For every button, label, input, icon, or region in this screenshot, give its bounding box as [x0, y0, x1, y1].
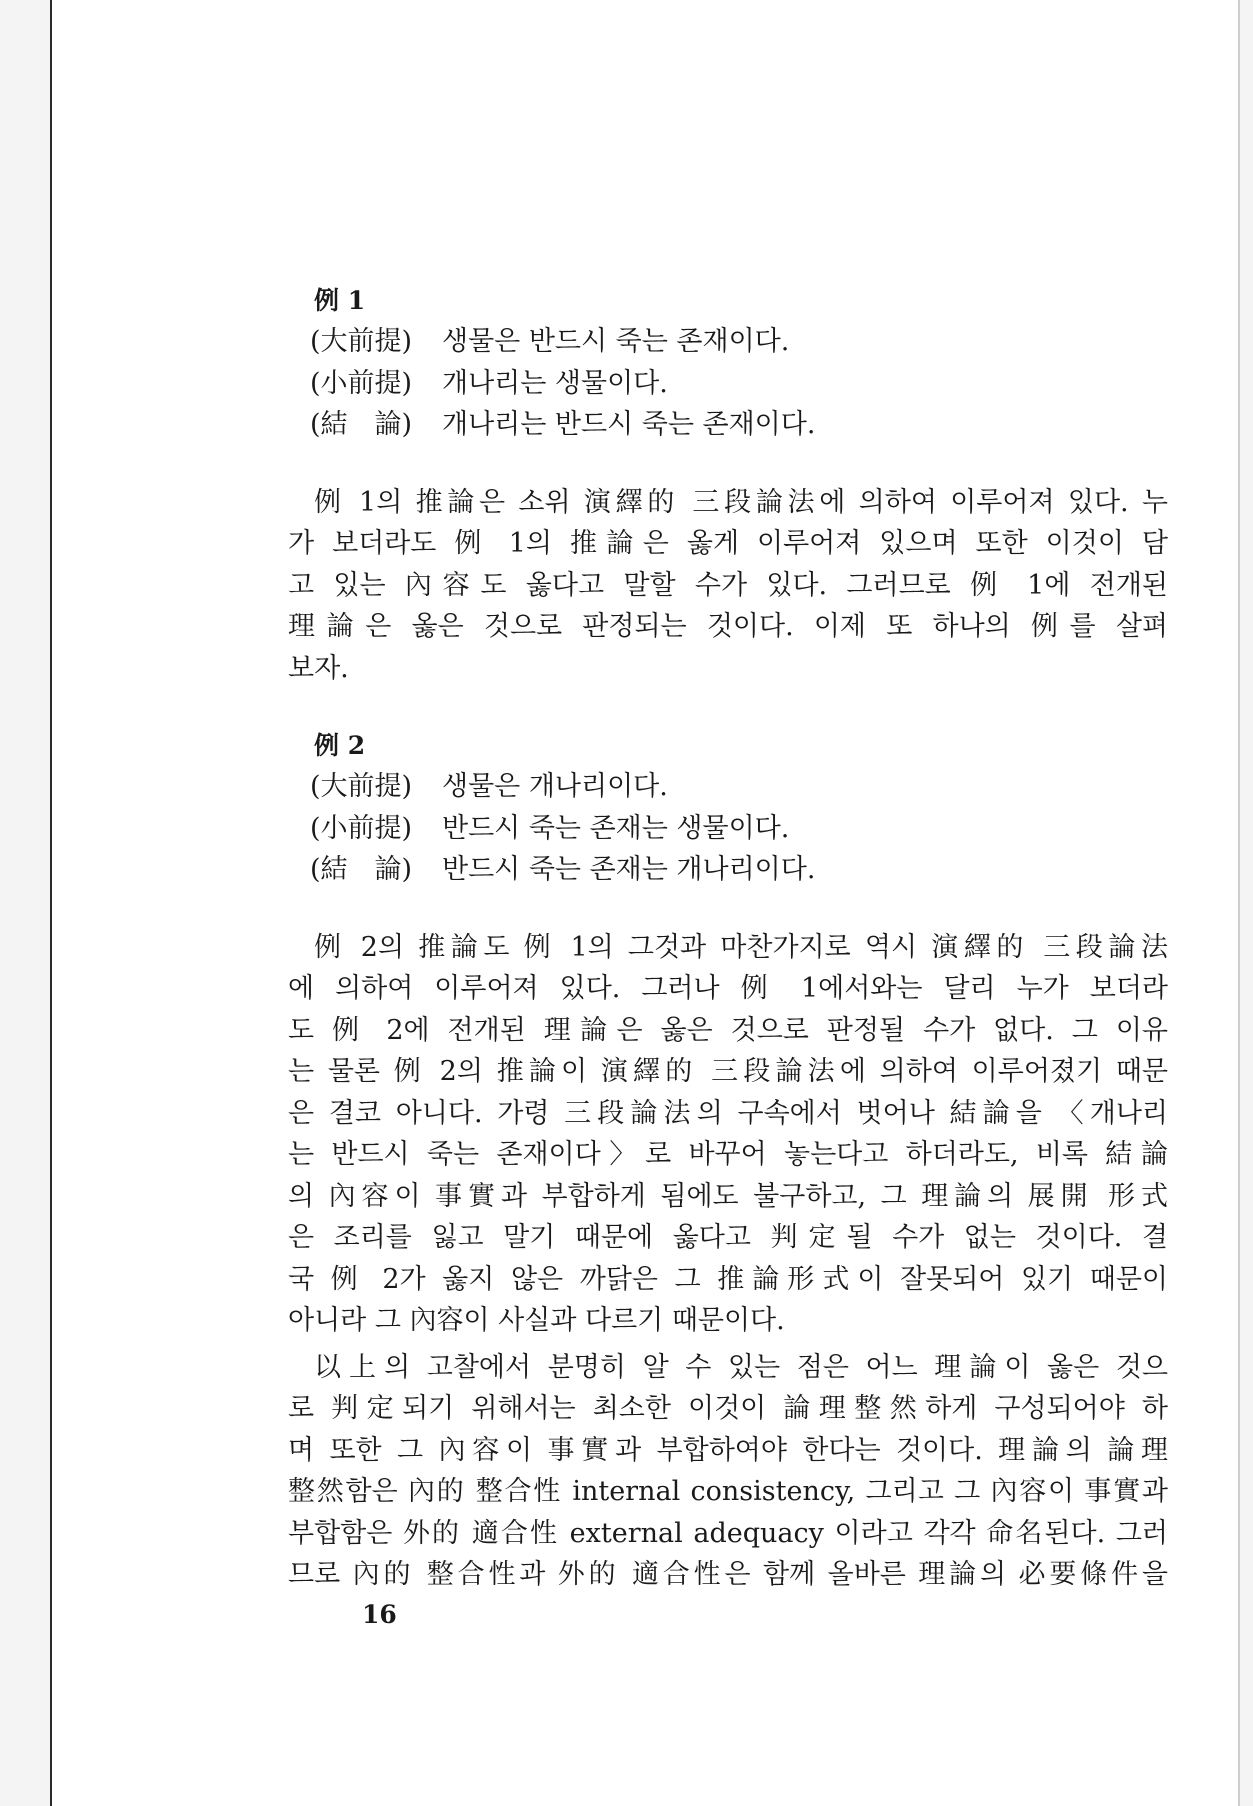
- premise-text: 생물은 반드시 죽는 존재이다.: [442, 326, 790, 357]
- premise-tag: (小前提): [310, 812, 413, 844]
- premise-tag: (小前提): [310, 367, 413, 399]
- paragraph-line: 整然함은 內的 整合性 internal consistency, 그리고 그 內容이 事實과: [288, 1476, 1168, 1507]
- paragraph-line: 보자.: [288, 652, 349, 684]
- premise-tag: (結 論): [310, 854, 413, 885]
- example-1-conclusion: [310, 404, 1168, 446]
- example-1-label: 例 1: [314, 286, 366, 315]
- paragraph-line: 以上의 고찰에서 분명히 알 수 있는 점은 어느 理論이 옳은 것으: [314, 1351, 1168, 1383]
- paragraph-line: 므로 內的 整合性과 外的 適合性은 함께 올바른 理論의 必要條件을: [288, 1559, 1168, 1590]
- paragraph-line: 는 물론 例 2의 推論이 演繹的 三段論法에 의하여 이루어졌기 때문: [288, 1056, 1168, 1087]
- premise-tag: (大前提): [310, 771, 413, 802]
- paragraph-line: 는 반드시 죽는 존재이다〉로 바꾸어 놓는다고 하더라도, 비록 結論: [288, 1139, 1168, 1170]
- paragraph-line: 부합함은 外的 適合性 external adequacy 이라고 각각 命名된다. 그러: [288, 1517, 1168, 1549]
- spacer: [288, 891, 1168, 927]
- example-2-label: 例 2: [314, 731, 366, 760]
- example-1-minor-premise: [310, 363, 1168, 405]
- paragraph-line: 도 例 2에 전개된 理論은 옳은 것으로 판정될 수가 없다. 그 이유: [288, 1014, 1168, 1046]
- paragraph-line: 아니라 그 內容이 사실과 다르기 때문이다.: [288, 1305, 785, 1336]
- paragraph-line: 의 內容이 事實과 부합하게 됨에도 불구하고, 그 理論의 展開 形式: [288, 1180, 1168, 1212]
- premise-text: 생물은 개나리이다.: [442, 771, 668, 802]
- paragraph-line: 理論은 옳은 것으로 판정되는 것이다. 이제 또 하나의 例를 살펴: [288, 611, 1168, 642]
- paragraph-line: 은 조리를 잃고 말기 때문에 옳다고 判定될 수가 없는 것이다. 결: [288, 1222, 1168, 1253]
- paragraph-line: 고 있는 內容도 옳다고 말할 수가 있다. 그러므로 例 1에 전개된: [288, 569, 1168, 601]
- example-2-minor-premise: [310, 808, 1168, 850]
- premise-tag: (結 論): [310, 409, 413, 440]
- paragraph-line: 국 例 2가 옳지 않은 까닭은 그 推論形式이 잘못되어 있기 때문이: [288, 1263, 1168, 1295]
- book-page: [50, 0, 1240, 1806]
- spacer: [288, 446, 1168, 482]
- page-number: 16: [362, 1600, 397, 1629]
- example-2-major-premise: [310, 766, 1168, 808]
- paragraph-line: 에 의하여 이루어져 있다. 그러나 例 1에서와는 달리 누가 보더라: [288, 973, 1168, 1004]
- paragraph-2: [288, 927, 1168, 1342]
- premise-text: 반드시 죽는 존재는 생물이다.: [442, 812, 790, 844]
- premise-tag: (大前提): [310, 326, 413, 357]
- paragraph-line: 로 判定되기 위해서는 최소한 이것이 論理整然하게 구성되어야 하: [288, 1393, 1168, 1424]
- paragraph-3: [288, 1347, 1168, 1596]
- premise-text: 반드시 죽는 존재는 개나리이다.: [442, 854, 816, 885]
- paragraph-line: 은 결코 아니다. 가령 三段論法의 구속에서 벗어나 結論을 〈개나리: [288, 1097, 1168, 1129]
- paragraph-line: 例 2의 推論도 例 1의 그것과 마찬가지로 역시 演繹的 三段論法: [314, 931, 1168, 963]
- paragraph-line: 가 보더라도 例 1의 推論은 옳게 이루어져 있으며 또한 이것이 담: [288, 528, 1168, 559]
- paragraph-line: 例 1의 推論은 소위 演繹的 三段論法에 의하여 이루어져 있다. 누: [314, 486, 1168, 518]
- example-2-conclusion: [310, 849, 1168, 891]
- spacer: [288, 689, 1168, 725]
- paragraph-line: 며 또한 그 內容이 事實과 부합하여야 한다는 것이다. 理論의 論理: [288, 1434, 1168, 1466]
- example-1-major-premise: [310, 321, 1168, 363]
- page-content: [288, 280, 1168, 1596]
- premise-text: 개나리는 반드시 죽는 존재이다.: [442, 409, 816, 440]
- premise-text: 개나리는 생물이다.: [442, 367, 668, 399]
- paragraph-1: [288, 482, 1168, 690]
